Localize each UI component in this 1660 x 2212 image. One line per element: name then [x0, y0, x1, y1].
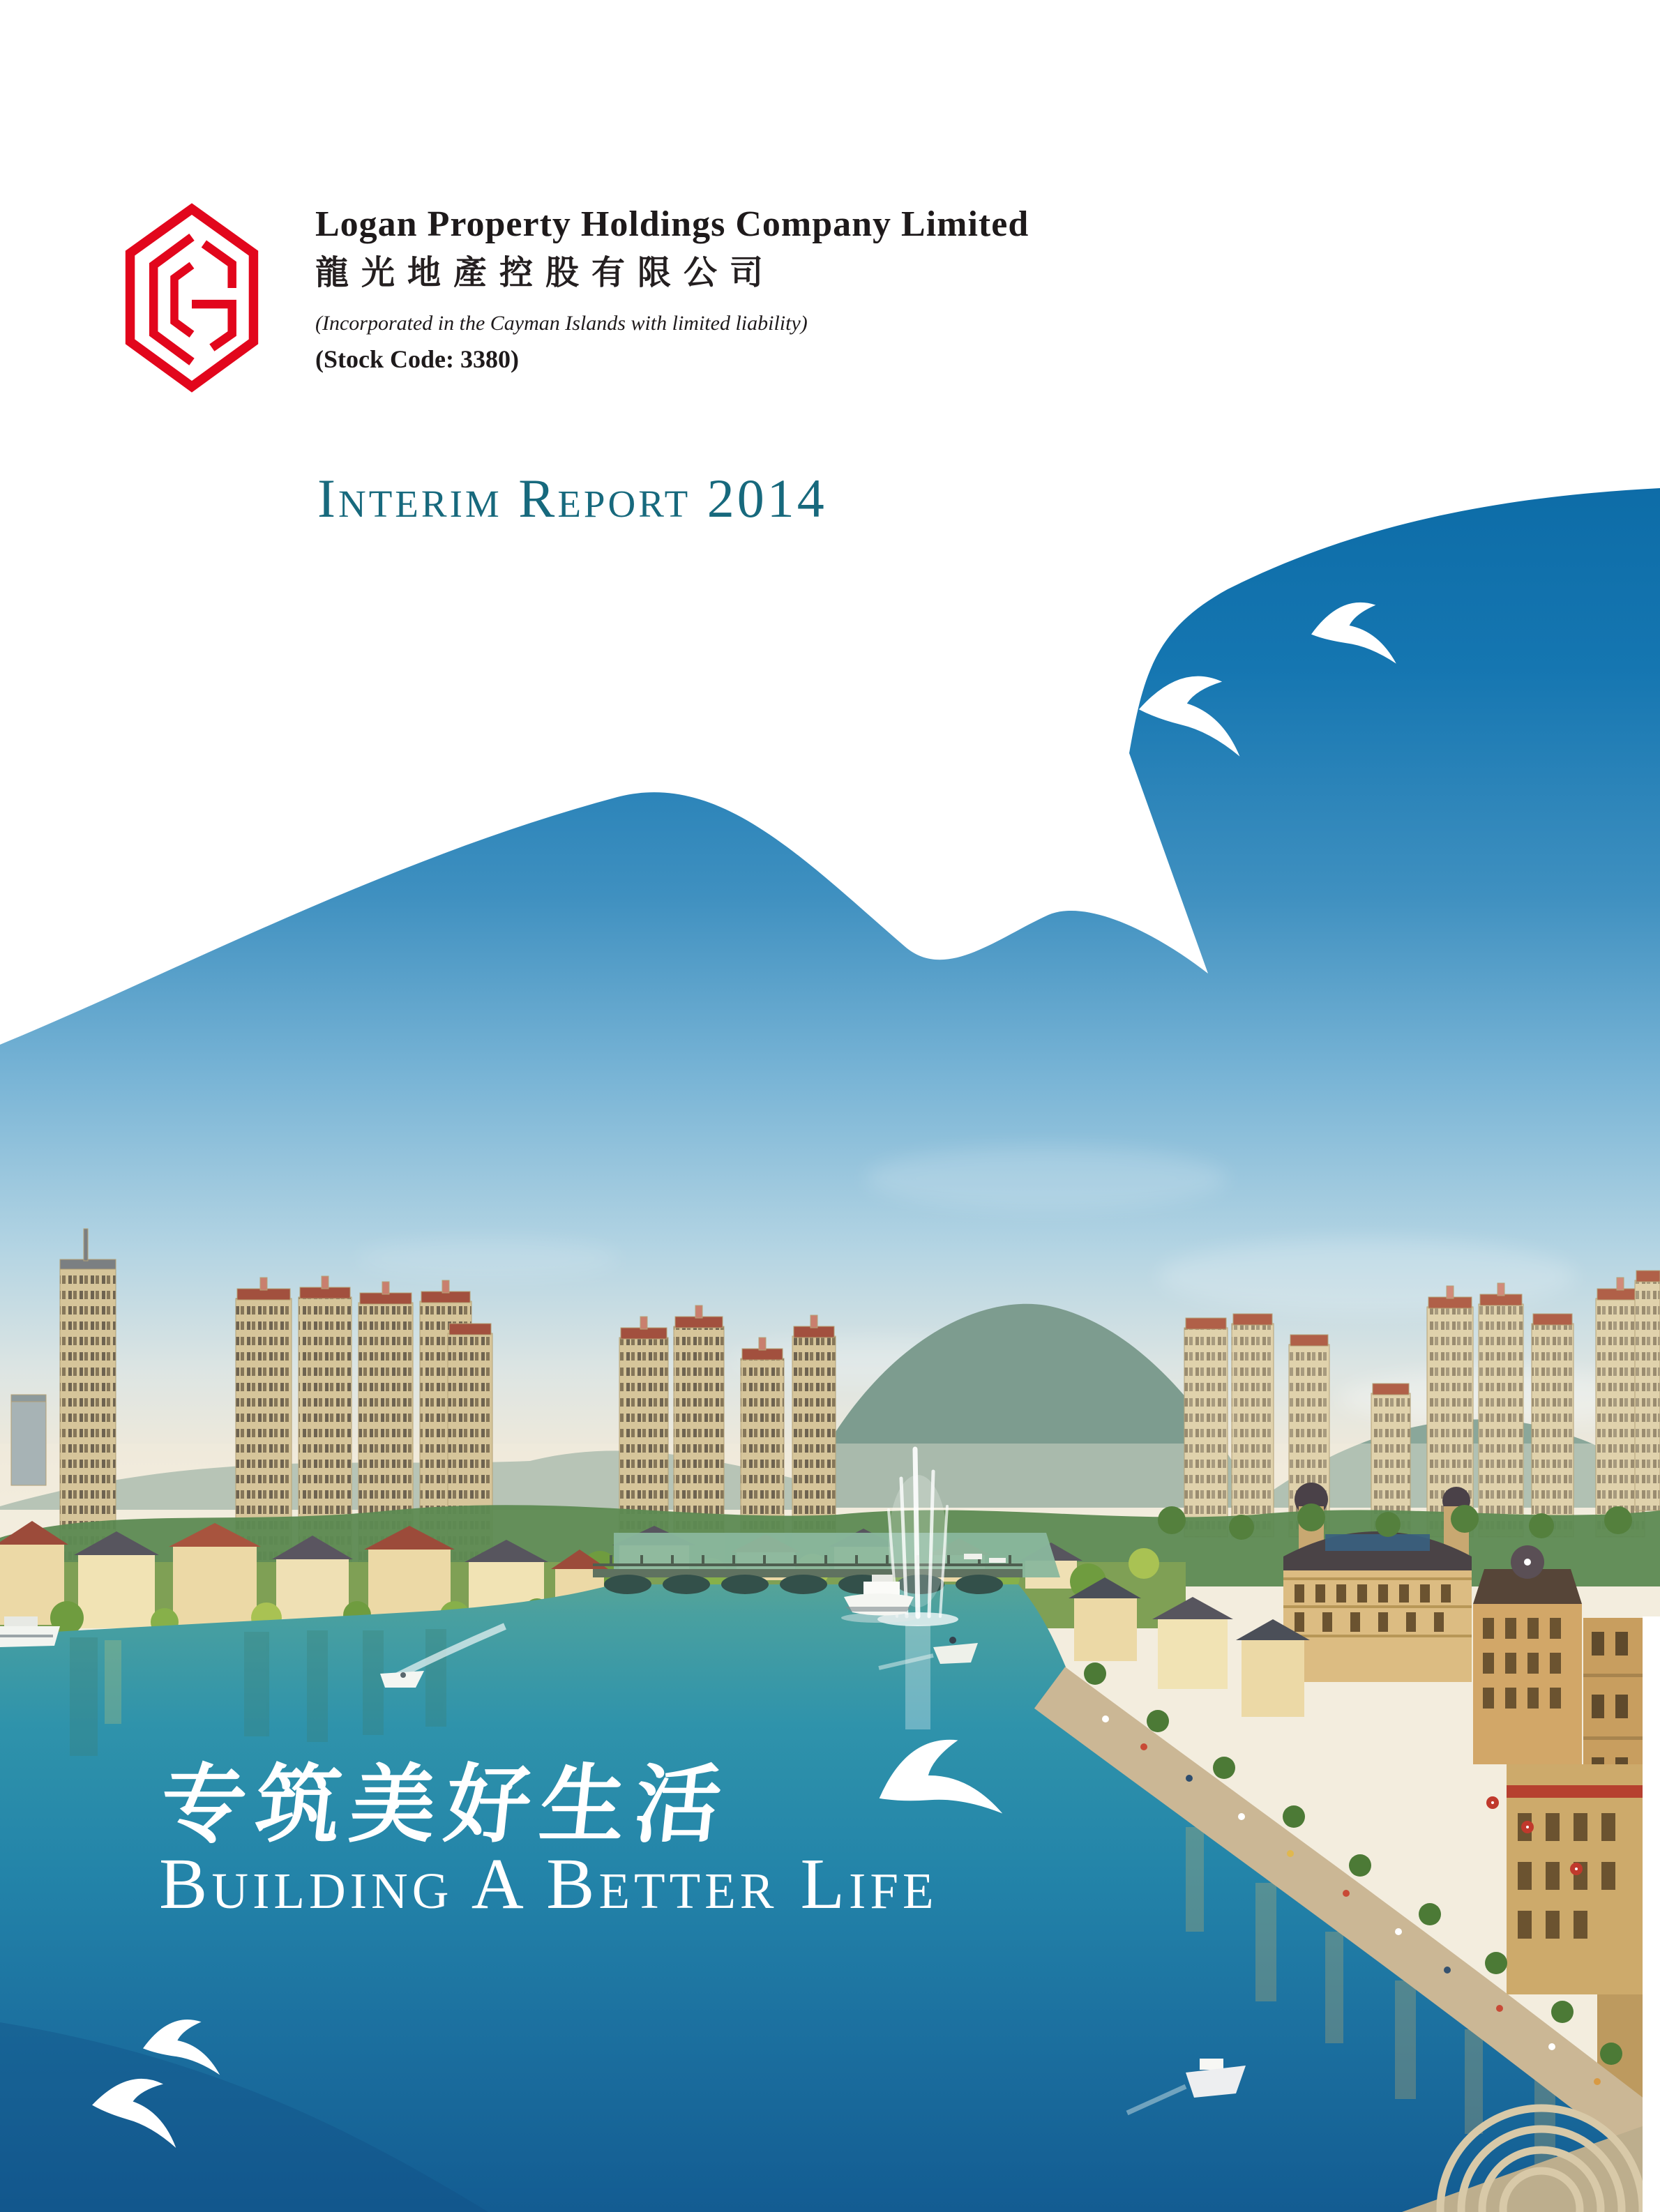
logo-icon: [124, 202, 259, 393]
stock-code: (Stock Code: 3380): [315, 345, 519, 373]
slogan-english: Building A Better Life: [159, 1844, 938, 1924]
tower: [1635, 1271, 1660, 1510]
tower: [1184, 1318, 1228, 1537]
tower: [1232, 1314, 1274, 1537]
company-name-english: Logan Property Holdings Company Limited: [315, 204, 1029, 244]
incorporation-note: (Incorporated in the Cayman Islands with limited liability): [315, 312, 808, 335]
slogan-chinese: 专筑美好生活: [156, 1759, 735, 1853]
tower: [1479, 1283, 1523, 1537]
report-title: Interim Report 2014: [317, 468, 827, 529]
page-edge-strip: [1643, 1616, 1660, 2212]
logan-lg-hexagon-logo: [124, 202, 259, 393]
villa: [1236, 1619, 1310, 1717]
tower: [60, 1229, 116, 1562]
tower: [11, 1395, 46, 1485]
tower: [1532, 1314, 1574, 1537]
company-name-chinese: 龍光地產控股有限公司: [315, 255, 776, 291]
